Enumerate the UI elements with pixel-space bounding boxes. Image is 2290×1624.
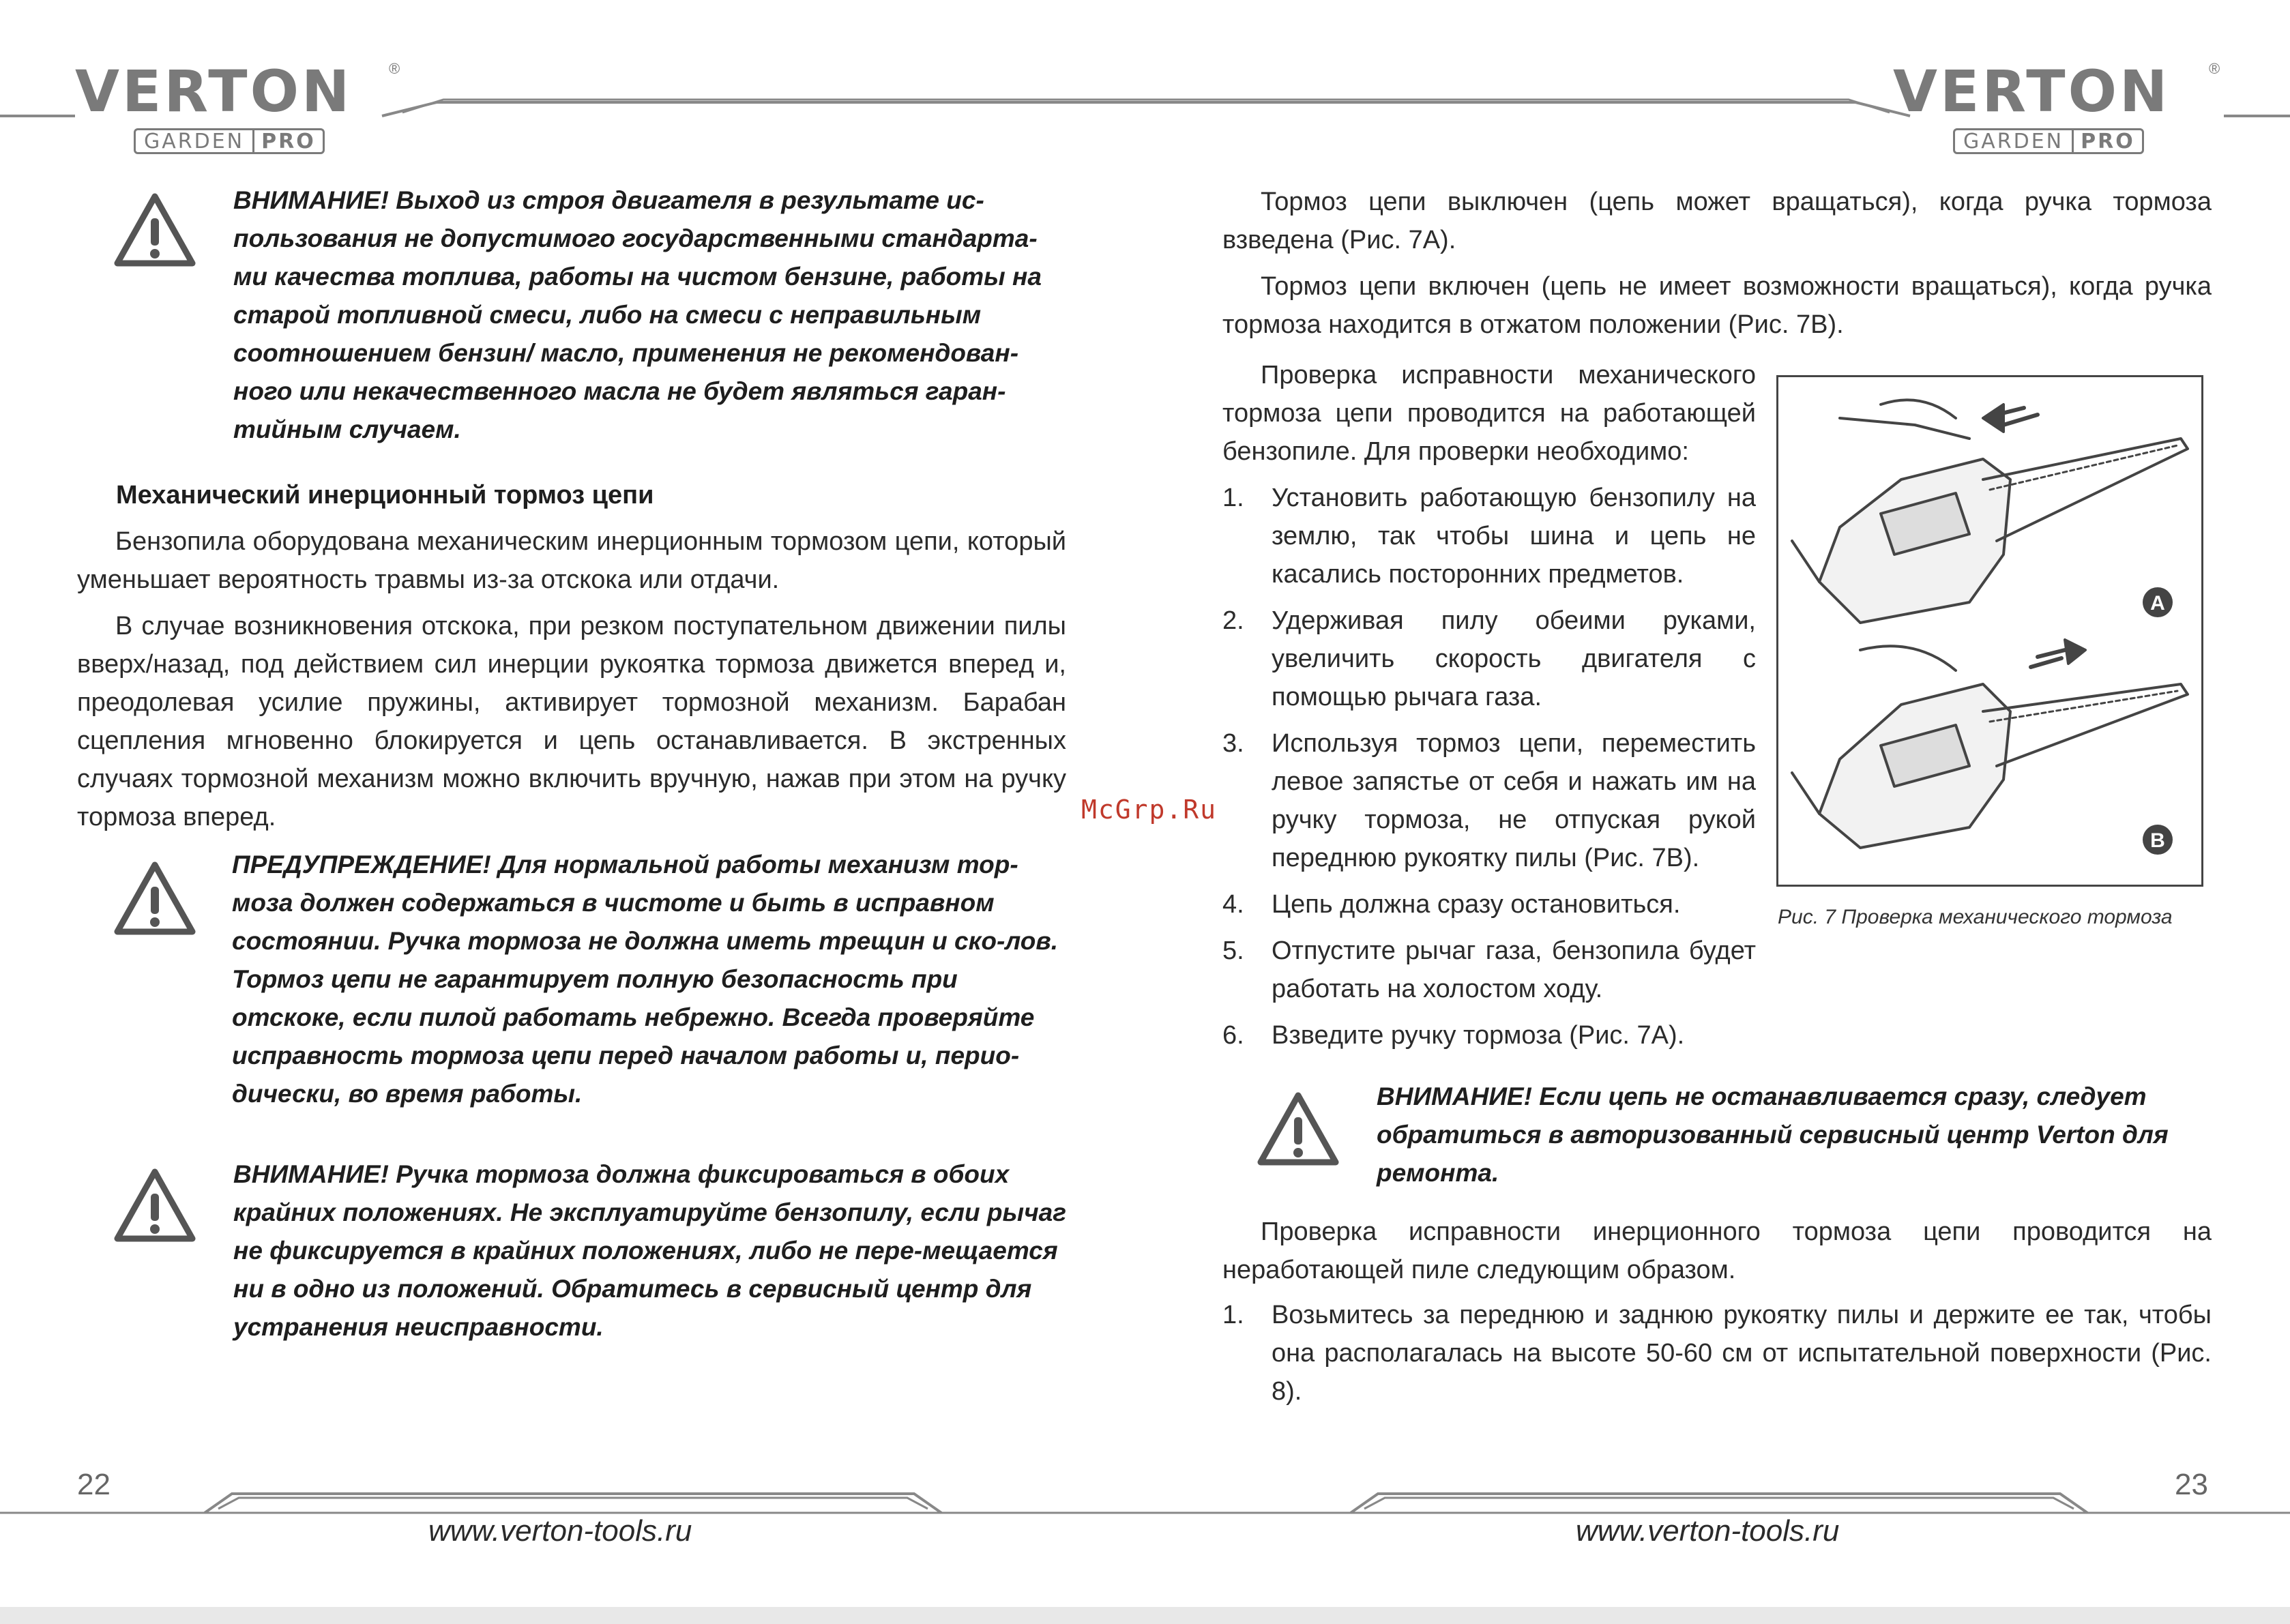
- figure-caption: Рис. 7 Проверка механического тормоза: [1778, 906, 2173, 928]
- warning-brake-maintenance: ПРЕДУПРЕЖДЕНИЕ! Для нормальной работы механизм тор-моза должен содержаться в чистоте и быть в исправном состоянии. Ручка тормоза не должна иметь трещин и ско-лов. Тормоз цепи не гарантирует полную безопасность при отскоке, если пилой работать небрежно. Всегда проверяйте исправность тормоза цепи перед началом работы и, перио-дически, во время работы.: [232, 851, 1059, 1108]
- step-number: 4.: [1222, 890, 1244, 919]
- website-url-right[interactable]: www.verton-tools.ru: [1576, 1514, 1840, 1548]
- step-number: 1.: [1222, 1301, 1244, 1329]
- paragraph: Тормоз цепи включен (цепь не имеет возможности вращаться), когда ручка тормоза находится в отжатом положении (Рис. 7В).: [1222, 272, 2212, 339]
- garden-label: GARDEN: [1955, 130, 2074, 152]
- chainsaw-illustration: [1778, 377, 2201, 885]
- paragraph: Бензопила оборудована механическим инерционным тормозом цепи, который уменьшает вероятность травмы из-за отскока или отдачи.: [77, 527, 1066, 594]
- section-heading-inertial-brake: Механический инерционный тормоз цепи: [116, 481, 654, 510]
- inertial-check-intro: [1222, 1213, 2212, 1289]
- garden-pro-logo-right: [1953, 128, 2144, 154]
- left-body-text: [77, 522, 1066, 836]
- warning-triangle-icon: [113, 861, 196, 936]
- figure-7-brake-check: [1776, 375, 2203, 887]
- step-number: 5.: [1222, 936, 1244, 965]
- paragraph: Проверка исправности механического тормоза цепи проводится на работающей бензопиле. Для проверки необходимо:: [1222, 361, 1756, 466]
- watermark: McGrp.Ru: [1081, 795, 1218, 825]
- inertial-brake-steps: [1222, 1296, 2212, 1419]
- warning-brake-handle-lock: ВНИМАНИЕ! Ручка тормоза должна фиксироваться в обоих крайних положениях. Не эксплуатируйте бензопилу, если рычаг не фиксируется в крайних положениях, либо не пере-мещается ни в одно из положений. Обратитесь в сервисный центр для устранения неисправности.: [233, 1160, 1066, 1341]
- step-number: 6.: [1222, 1021, 1244, 1050]
- registered-mark-left: ®: [389, 60, 400, 77]
- list-item: [1222, 724, 1756, 877]
- website-url-left[interactable]: www.verton-tools.ru: [428, 1514, 692, 1548]
- figure-label-a: A: [2150, 592, 2165, 615]
- list-item: [1222, 479, 1756, 593]
- mechanical-brake-steps: [1222, 479, 1756, 1063]
- step-text: Цепь должна сразу остановиться.: [1272, 890, 1681, 919]
- step-text: Возьмитесь за переднюю и заднюю рукоятку пилы и держите ее так, чтобы она располагалась на высоте 50-60 см от испытательной поверхности (Рис. 8).: [1272, 1301, 2212, 1406]
- warning-triangle-icon: [113, 1168, 196, 1243]
- list-item: [1222, 932, 1756, 1008]
- list-item: [1222, 1016, 1756, 1054]
- step-text: Удерживая пилу обеими руками, увеличить скорость двигателя с помощью рычага газа.: [1272, 606, 1756, 711]
- pro-label: PRO: [261, 129, 316, 153]
- list-item: [1222, 885, 1756, 924]
- paragraph: Тормоз цепи выключен (цепь может вращаться), когда ручка тормоза взведена (Рис. 7А).: [1222, 188, 2212, 254]
- warning-fuel-quality: ВНИМАНИЕ! Выход из строя двигателя в результате ис-пользования не допустимого государственными стандарта-ми качества топлива, работы на чистом бензине, работы на старой топливной смеси, либо на смеси с неправильным соотношением бензин/ масло, применения не рекомендован-ного или некачественного масла не будет являться гаран-тийным случаем.: [233, 186, 1042, 443]
- list-item: [1222, 602, 1756, 716]
- garden-label: GARDEN: [136, 130, 254, 152]
- step-number: 3.: [1222, 729, 1244, 758]
- garden-pro-logo-left: [134, 128, 325, 154]
- step-text: Установить работающую бензопилу на землю, так чтобы шина и цепь не касались посторонних предметов.: [1272, 484, 1756, 589]
- list-item: [1222, 1296, 2212, 1411]
- step-number: 1.: [1222, 484, 1244, 512]
- step-number: 2.: [1222, 606, 1244, 635]
- page-number-right: 23: [2175, 1468, 2208, 1501]
- right-check-intro: [1222, 356, 1756, 471]
- paragraph: Проверка исправности инерционного тормоза цепи проводится на неработающей пиле следующим образом.: [1222, 1217, 2212, 1284]
- page-number-left: 22: [77, 1468, 111, 1501]
- step-text: Используя тормоз цепи, переместить левое запястье от себя и нажать им на ручку тормоза, не отпуская рукой переднюю рукоятку пилы (Рис. 7В).: [1272, 729, 1756, 872]
- warning-triangle-icon: [113, 192, 196, 267]
- step-text: Взведите ручку тормоза (Рис. 7А).: [1272, 1021, 1685, 1050]
- warning-service-center: ВНИМАНИЕ! Если цепь не останавливается сразу, следует обратиться в авторизованный сервисный центр Verton для ремонта.: [1377, 1082, 2169, 1187]
- figure-label-b: B: [2150, 829, 2165, 852]
- paragraph: В случае возникновения отскока, при резком поступательном движении пилы вверх/назад, под действием сил инерции рукоятка тормоза движется вперед и, преодолевая усилие пружины, активирует тормозной механизм. Барабан сцепления мгновенно блокируется и цепь останавливается. В экстренных случаях тормозной механизм можно включить вручную, нажав при этом на ручку тормоза вперед.: [77, 612, 1066, 831]
- warning-triangle-icon: [1257, 1091, 1340, 1166]
- pro-label: PRO: [2081, 129, 2135, 153]
- brand-logo-right: VERTON: [1893, 58, 2171, 125]
- right-intro-text: [1222, 183, 2212, 344]
- step-text: Отпустите рычаг газа, бензопила будет работать на холостом ходу.: [1272, 936, 1756, 1003]
- registered-mark-right: ®: [2209, 60, 2220, 77]
- brand-logo-left: VERTON: [75, 58, 353, 125]
